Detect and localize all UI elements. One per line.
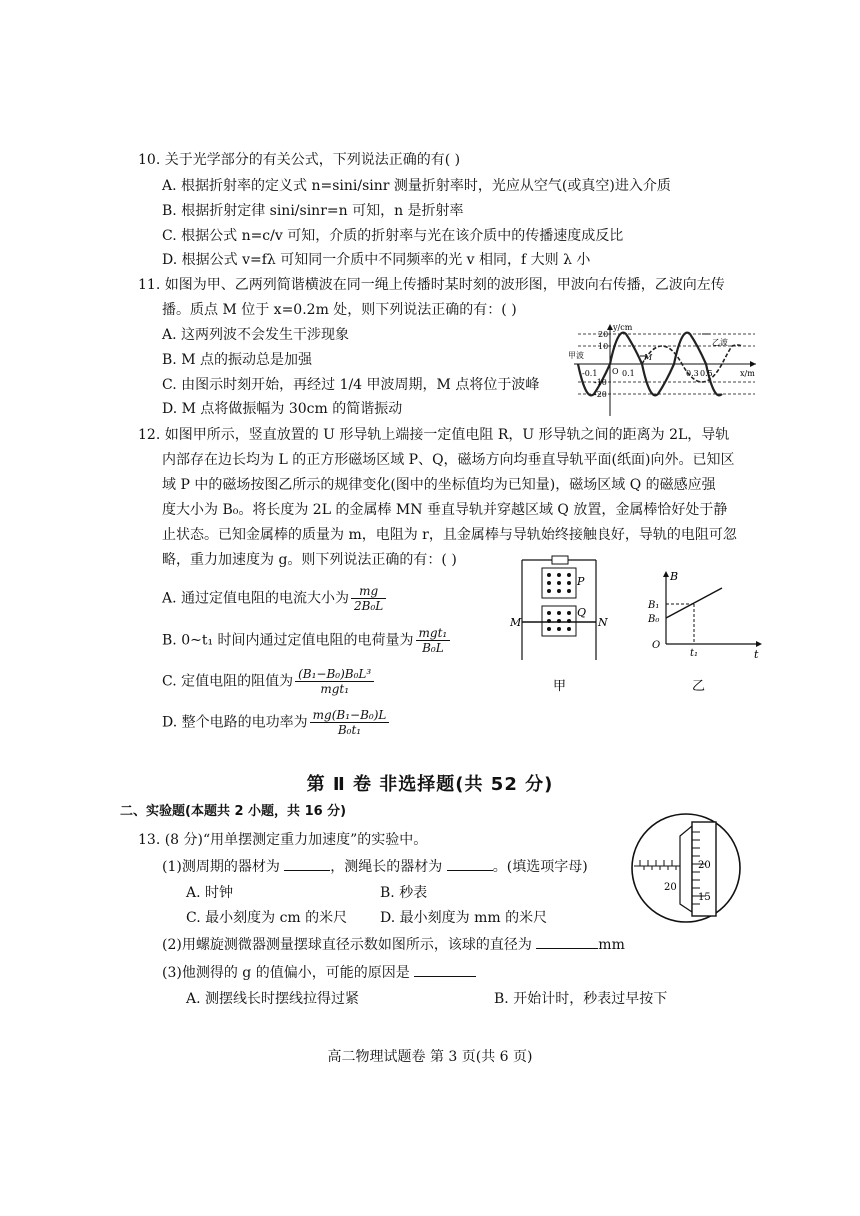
q12-figure-b xyxy=(644,568,764,694)
q13-part3-option-b: B. 开始计时，秒表过早按下 xyxy=(494,991,668,1007)
q13-part3-text: (3)他测得的 g 的值偏小，可能的原因是 xyxy=(162,965,410,981)
q10-option-c: C. 根据公式 n=c/v 可知，介质的折射率与光在该介质中的传播速度成反比 xyxy=(162,228,624,244)
q12-stem-line2: 内部存在边长均为 L 的正方形磁场区域 P、Q，磁场方向均垂直导轨平面(纸面)向外。已知区 xyxy=(162,452,735,468)
q11-y-unit: y/cm xyxy=(613,323,633,332)
q12-figure-a-caption: 甲 xyxy=(553,679,567,694)
q12-option-a xyxy=(162,584,386,613)
q11-wave-a-label: 甲波 xyxy=(568,351,584,360)
q10-stem: 10. 关于光学部分的有关公式，下列说法正确的有( ) xyxy=(138,152,461,168)
page-footer: 高二物理试题卷 第 3 页(共 6 页) xyxy=(327,1049,533,1065)
q12-graph-t1: t₁ xyxy=(690,648,699,659)
q12-rod-n-label: N xyxy=(598,616,608,629)
q13-part2-unit: mm xyxy=(598,937,625,953)
q12-graph-b1: B₁ xyxy=(648,600,660,611)
q11-ytick-10: 10 xyxy=(598,342,609,351)
q11-wave-graph xyxy=(570,322,760,418)
q13-part1-post: 。(填选项字母) xyxy=(492,859,588,875)
q12-option-d-fraction xyxy=(310,708,390,737)
q12-option-b-text: B. 0~t₁ 时间内通过定值电阻的电荷量为 xyxy=(162,632,414,649)
q13-part1-text: (1)测周期的器材为 xyxy=(162,859,280,875)
q13-part2 xyxy=(162,936,625,954)
q12-option-a-text: A. 通过定值电阻的电流大小为 xyxy=(162,590,350,607)
q11-origin: O xyxy=(612,367,619,376)
q11-xtick-neg01: -0.1 xyxy=(582,369,598,378)
q13-part3 xyxy=(162,964,476,982)
q13-part1-mid: ，测绳长的器材为 xyxy=(330,859,443,875)
q12-figure-b-caption: 乙 xyxy=(692,679,706,694)
q11-ytick-neg20: -20 xyxy=(594,390,607,399)
q12-option-b xyxy=(162,626,450,655)
q11-point-m: M xyxy=(644,353,653,362)
q13-period-tool-blank[interactable] xyxy=(284,858,330,871)
part2-title: 第 Ⅱ 卷 非选择题(共 52 分) xyxy=(306,774,554,795)
q11-xtick-05: 0.5 xyxy=(700,369,713,378)
q12-region-q-label: Q xyxy=(577,606,587,619)
q11-xtick-03: 0.3 xyxy=(686,369,699,378)
q12-stem-line4: 度大小为 B₀。将长度为 2L 的金属棒 MN 垂直导轨并穿越区域 Q 放置，金属棒恰好处于静 xyxy=(162,502,728,518)
q12-option-d-denominator: B₀t₁ xyxy=(337,723,362,737)
q11-stem-line2: 播。质点 M 位于 x=0.2m 处，则下列说法正确的有：( ) xyxy=(162,302,517,318)
q12-option-a-fraction xyxy=(351,584,386,613)
q13-reason-blank[interactable] xyxy=(414,964,476,977)
q12-stem-line1: 12. 如图甲所示，竖直放置的 U 形导轨上端接一定值电阻 R，U 形导轨之间的距离为 2L，导轨 xyxy=(138,427,730,443)
q12-option-a-numerator: mg xyxy=(351,584,386,599)
q13-part2-text: (2)用螺旋测微器测量摆球直径示数如图所示，该球的直径为 xyxy=(162,937,532,953)
q10-option-a: A. 根据折射率的定义式 n=sini/sinr 测量折射率时，光应从空气(或真空)进入介质 xyxy=(162,178,671,194)
q12-stem-line3: 域 P 中的磁场按图乙所示的规律变化(图中的坐标值均为已知量)，磁场区域 Q 的磁感应强 xyxy=(162,477,716,493)
q12-option-c-numerator: (B₁−B₀)B₀L³ xyxy=(295,667,374,682)
q11-option-b: B. M 点的振动总是加强 xyxy=(162,352,312,368)
q13-option-c: C. 最小刻度为 cm 的米尺 xyxy=(186,910,348,926)
q12-graph-b-axis: B xyxy=(670,570,679,583)
q10-option-d: D. 根据公式 v=fλ 可知同一介质中不同频率的光 v 相同，f 大则 λ 小 xyxy=(162,252,591,268)
q12-graph-t-axis: t xyxy=(754,648,759,661)
q13-part3-option-a: A. 测摆线长时摆线拉得过紧 xyxy=(186,991,360,1007)
q11-ytick-20: 20 xyxy=(598,330,609,339)
q12-option-d-text: D. 整个电路的电功率为 xyxy=(162,714,308,731)
q12-graph-b0: B₀ xyxy=(648,614,660,625)
q13-length-tool-blank[interactable] xyxy=(447,858,493,871)
q12-stem-line6: 略，重力加速度为 g。则下列说法正确的有：( ) xyxy=(162,552,457,568)
q10-option-b: B. 根据折射定律 sini/sinr=n 可知，n 是折射率 xyxy=(162,203,464,219)
q12-rod-m-label: M xyxy=(510,616,522,629)
q12-stem-line5: 止状态。已知金属棒的质量为 m，电阻为 r，且金属棒与导轨始终接触良好，导轨的电阻可忽 xyxy=(162,527,737,543)
q13-thimble-top-label: 20 xyxy=(698,860,711,871)
q12-option-c-text: C. 定值电阻的阻值为 xyxy=(162,673,294,690)
q12-option-a-denominator: 2B₀L xyxy=(354,599,384,613)
q12-option-c-fraction xyxy=(295,667,374,696)
q12-graph-origin: O xyxy=(652,640,661,651)
q11-option-a: A. 这两列波不会发生干涉现象 xyxy=(162,327,350,343)
q12-option-b-fraction xyxy=(416,626,451,655)
q13-part1 xyxy=(162,858,588,876)
q13-diameter-blank[interactable] xyxy=(536,936,598,949)
q11-ytick-neg10: -10 xyxy=(594,378,607,387)
q11-option-d: D. M 点将做振幅为 30cm 的简谐振动 xyxy=(162,401,403,417)
q12-option-b-numerator: mgt₁ xyxy=(416,626,451,641)
q13-micrometer-figure xyxy=(630,812,742,924)
q12-option-c-denominator: mgt₁ xyxy=(320,682,350,696)
q11-stem-line1: 11. 如图为甲、乙两列简谐横波在同一绳上传播时某时刻的波形图，甲波向右传播，乙波向左传 xyxy=(138,277,725,293)
q11-option-c: C. 由图示时刻开始，再经过 1/4 甲波周期，M 点将位于波峰 xyxy=(162,377,540,393)
q12-option-d xyxy=(162,708,389,737)
q12-option-d-numerator: mg(B₁−B₀)L xyxy=(310,708,390,723)
section2-heading: 二、实验题(本题共 2 小题，共 16 分) xyxy=(120,804,347,819)
q13-thimble-bottom-label: 15 xyxy=(698,892,711,903)
q13-stem: 13. (8 分)“用单摆测定重力加速度”的实验中。 xyxy=(138,832,428,848)
q12-option-c xyxy=(162,667,374,696)
q12-option-b-denominator: B₀L xyxy=(422,641,444,655)
q11-xtick-01: 0.1 xyxy=(622,369,635,378)
q13-micrometer-main-label: 20 xyxy=(664,882,677,893)
q12-region-p-label: P xyxy=(577,575,585,588)
q13-option-d: D. 最小刻度为 mm 的米尺 xyxy=(380,910,548,926)
q13-option-a: A. 时钟 xyxy=(186,885,234,901)
q11-wave-b-label: 乙波 xyxy=(712,338,728,347)
q12-figure-a xyxy=(508,552,608,694)
q11-x-unit: x/m xyxy=(740,369,755,378)
q13-option-b: B. 秒表 xyxy=(380,885,428,901)
